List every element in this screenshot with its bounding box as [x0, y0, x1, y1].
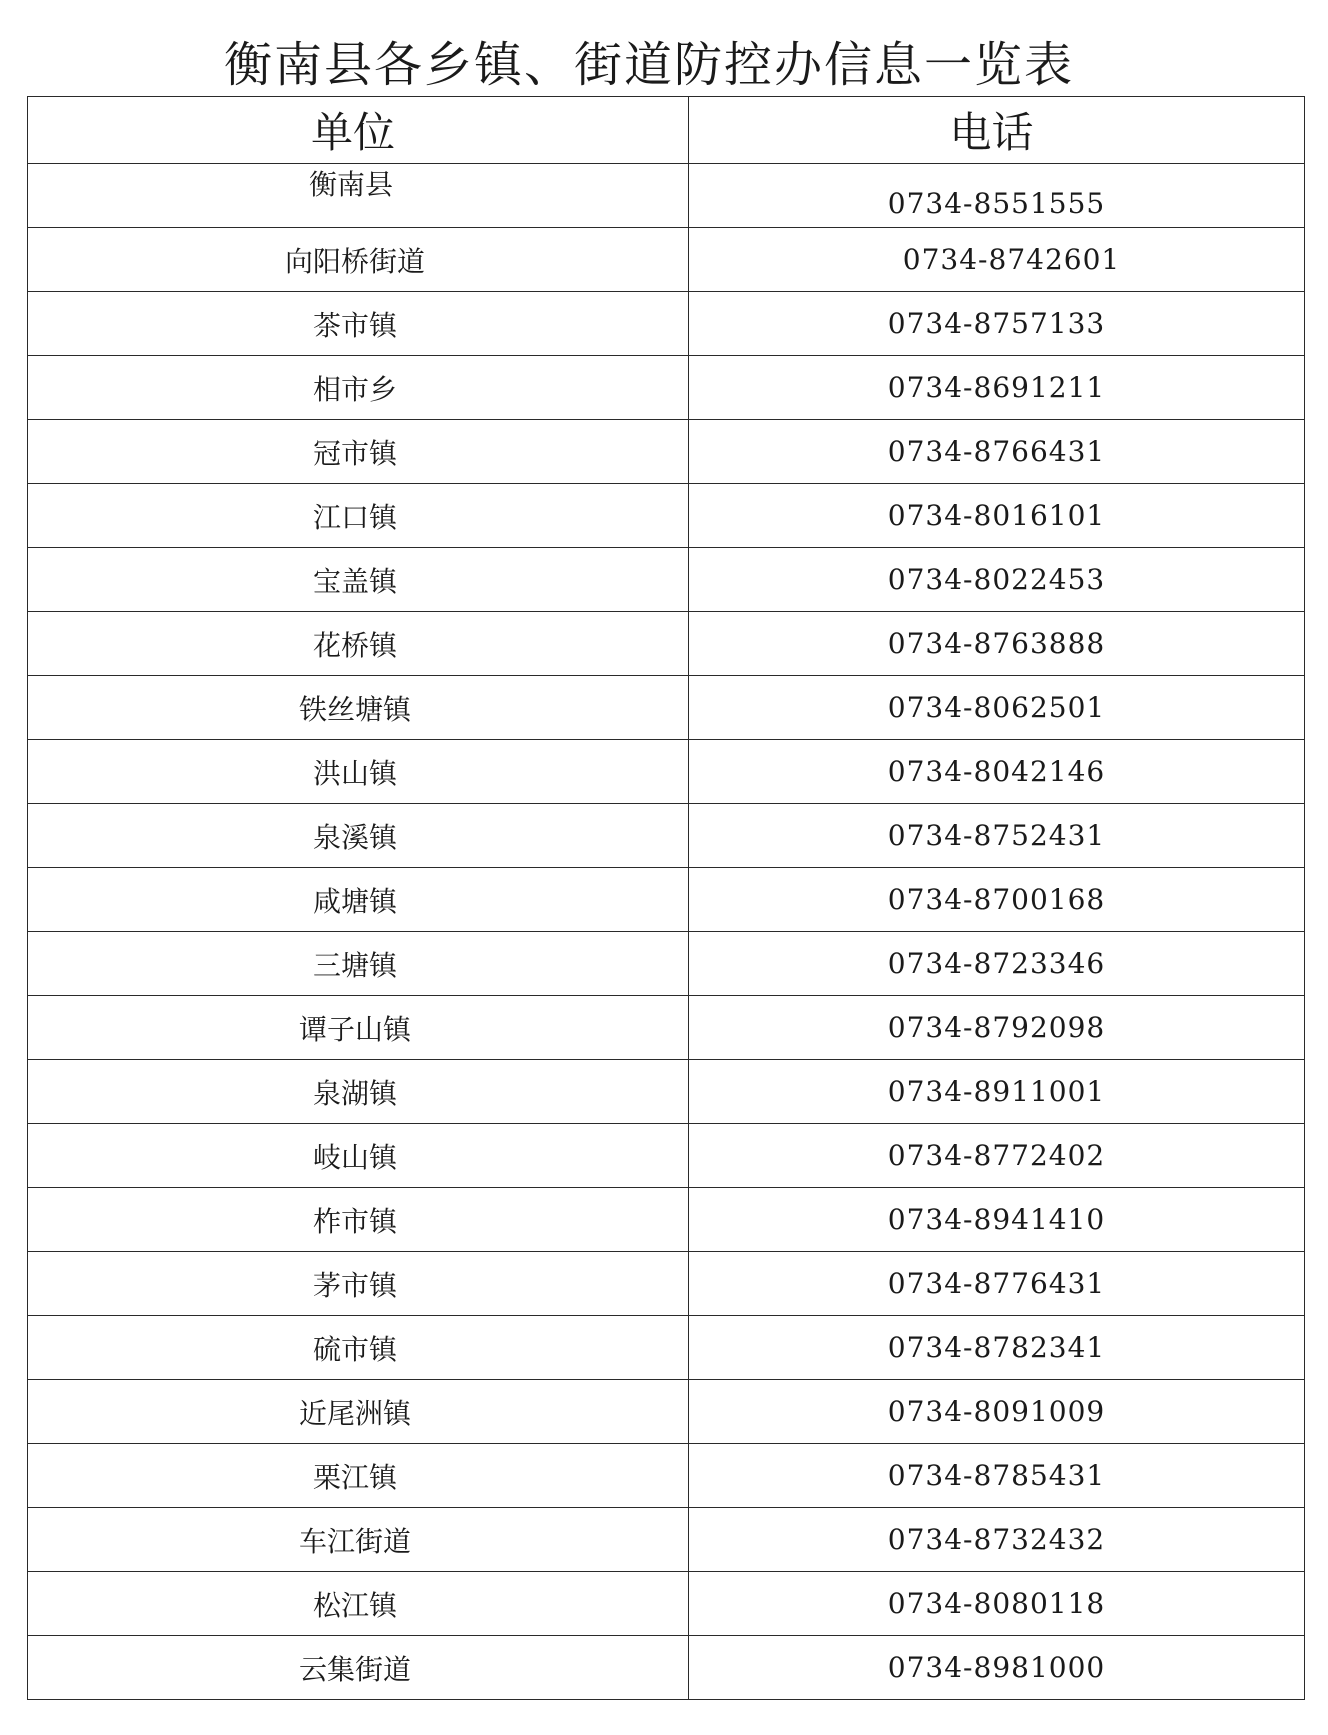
contact-table: [27, 96, 1305, 1700]
phone-number: 0734-8723346: [887, 947, 1106, 980]
unit-cell: [28, 1252, 689, 1316]
phone-number: 0734-8782341: [887, 1331, 1106, 1364]
unit-name: 三塘镇: [312, 948, 397, 982]
phone-cell: [689, 484, 1305, 548]
phone-number: 0734-8785431: [887, 1459, 1106, 1492]
unit-name: 茅市镇: [312, 1268, 397, 1302]
table-row: [28, 1508, 1305, 1572]
phone-number: 0734-8981000: [887, 1651, 1106, 1684]
unit-name: 泉湖镇: [312, 1076, 397, 1110]
unit-name: 柞市镇: [312, 1204, 397, 1238]
table-row: [28, 292, 1305, 356]
phone-cell: [689, 612, 1305, 676]
phone-number: 0734-8763888: [887, 627, 1106, 660]
table-row: [28, 164, 1305, 228]
unit-cell: [28, 1188, 689, 1252]
unit-cell: [28, 1316, 689, 1380]
phone-number: 0734-8752431: [887, 819, 1106, 852]
phone-cell: [689, 996, 1305, 1060]
phone-number: 0734-8551555: [887, 187, 1106, 220]
unit-name: 冠市镇: [312, 436, 397, 470]
unit-cell: [28, 1572, 689, 1636]
unit-cell: [28, 1444, 689, 1508]
phone-cell: [689, 932, 1305, 996]
phone-number: 0734-8700168: [887, 883, 1106, 916]
unit-cell: [28, 228, 689, 292]
unit-name: 衡南县: [308, 167, 393, 201]
table-row: [28, 1124, 1305, 1188]
unit-cell: [28, 804, 689, 868]
phone-number: 0734-8091009: [887, 1395, 1106, 1428]
unit-name: 云集街道: [298, 1652, 411, 1686]
unit-name: 铁丝塘镇: [298, 692, 411, 726]
table-row: [28, 612, 1305, 676]
phone-cell: [689, 1252, 1305, 1316]
table-row: [28, 740, 1305, 804]
unit-name: 咸塘镇: [312, 884, 397, 918]
phone-cell: [689, 868, 1305, 932]
unit-cell: [28, 484, 689, 548]
table-row: [28, 804, 1305, 868]
phone-cell: [689, 548, 1305, 612]
phone-cell: [689, 804, 1305, 868]
unit-name: 泉溪镇: [312, 820, 397, 854]
phone-number: 0734-8757133: [887, 307, 1106, 340]
phone-number: 0734-8911001: [887, 1075, 1106, 1108]
page-title: 衡南县各乡镇、街道防控办信息一览表: [223, 37, 1074, 93]
unit-cell: [28, 356, 689, 420]
phone-number: 0734-8732432: [887, 1523, 1106, 1556]
unit-name: 向阳桥街道: [284, 244, 425, 278]
unit-name: 车江街道: [298, 1524, 411, 1558]
unit-cell: [28, 1060, 689, 1124]
table-header-row: [28, 97, 1305, 164]
table-row: [28, 676, 1305, 740]
phone-number: 0734-8016101: [887, 499, 1106, 532]
phone-number: 0734-8776431: [887, 1267, 1106, 1300]
unit-cell: [28, 932, 689, 996]
table-row: [28, 420, 1305, 484]
unit-cell: [28, 740, 689, 804]
table-row: [28, 996, 1305, 1060]
phone-number: 0734-8022453: [887, 563, 1106, 596]
phone-cell: [689, 420, 1305, 484]
table-row: [28, 1188, 1305, 1252]
unit-name: 松江镇: [312, 1588, 397, 1622]
unit-name: 茶市镇: [312, 308, 397, 342]
table-row: [28, 868, 1305, 932]
unit-cell: [28, 676, 689, 740]
unit-cell: [28, 612, 689, 676]
table-row: [28, 1316, 1305, 1380]
table-row: [28, 1572, 1305, 1636]
table-row: [28, 548, 1305, 612]
phone-cell: [689, 676, 1305, 740]
unit-cell: [28, 1124, 689, 1188]
unit-name: 江口镇: [312, 500, 397, 534]
unit-cell: [28, 1636, 689, 1700]
unit-name: 相市乡: [312, 372, 397, 406]
phone-cell: [689, 228, 1305, 292]
phone-cell: [689, 1444, 1305, 1508]
unit-name: 硫市镇: [312, 1332, 397, 1366]
table-row: [28, 1252, 1305, 1316]
phone-number: 0734-8792098: [887, 1011, 1106, 1044]
phone-number: 0734-8691211: [887, 371, 1106, 404]
header-phone: 电话: [689, 97, 1305, 164]
table-row: [28, 1380, 1305, 1444]
unit-name: 岐山镇: [312, 1140, 397, 1174]
table-row: [28, 932, 1305, 996]
phone-cell: [689, 1188, 1305, 1252]
unit-cell: [28, 548, 689, 612]
table-row: [28, 228, 1305, 292]
unit-name: 宝盖镇: [312, 564, 397, 598]
phone-cell: [689, 356, 1305, 420]
phone-number: 0734-8772402: [887, 1139, 1106, 1172]
table-row: [28, 1636, 1305, 1700]
table-row: [28, 1060, 1305, 1124]
phone-cell: [689, 1508, 1305, 1572]
table-row: [28, 484, 1305, 548]
phone-cell: [689, 292, 1305, 356]
phone-number: 0734-8062501: [887, 691, 1106, 724]
phone-cell: [689, 1572, 1305, 1636]
unit-name: 栗江镇: [312, 1460, 397, 1494]
unit-name: 近尾洲镇: [298, 1396, 411, 1430]
unit-cell: [28, 292, 689, 356]
phone-cell: [689, 1316, 1305, 1380]
unit-cell: [28, 420, 689, 484]
table-row: [28, 356, 1305, 420]
table-row: [28, 1444, 1305, 1508]
unit-name: 谭子山镇: [298, 1012, 411, 1046]
header-unit: 单位: [28, 97, 689, 164]
table-body: [28, 164, 1305, 1700]
phone-cell: [689, 1124, 1305, 1188]
phone-cell: [689, 1380, 1305, 1444]
unit-cell: [28, 996, 689, 1060]
unit-cell: [28, 868, 689, 932]
unit-name: 花桥镇: [312, 628, 397, 662]
unit-cell: [28, 1508, 689, 1572]
phone-cell: [689, 1636, 1305, 1700]
unit-name: 洪山镇: [312, 756, 397, 790]
phone-cell: [689, 740, 1305, 804]
phone-number: 0734-8941410: [887, 1203, 1106, 1236]
phone-cell: [689, 164, 1305, 228]
phone-number: 0734-8766431: [887, 435, 1106, 468]
phone-number: 0734-8742601: [902, 243, 1121, 276]
phone-number: 0734-8042146: [887, 755, 1106, 788]
phone-number: 0734-8080118: [887, 1587, 1106, 1620]
unit-cell: [28, 164, 689, 228]
phone-cell: [689, 1060, 1305, 1124]
unit-cell: [28, 1380, 689, 1444]
